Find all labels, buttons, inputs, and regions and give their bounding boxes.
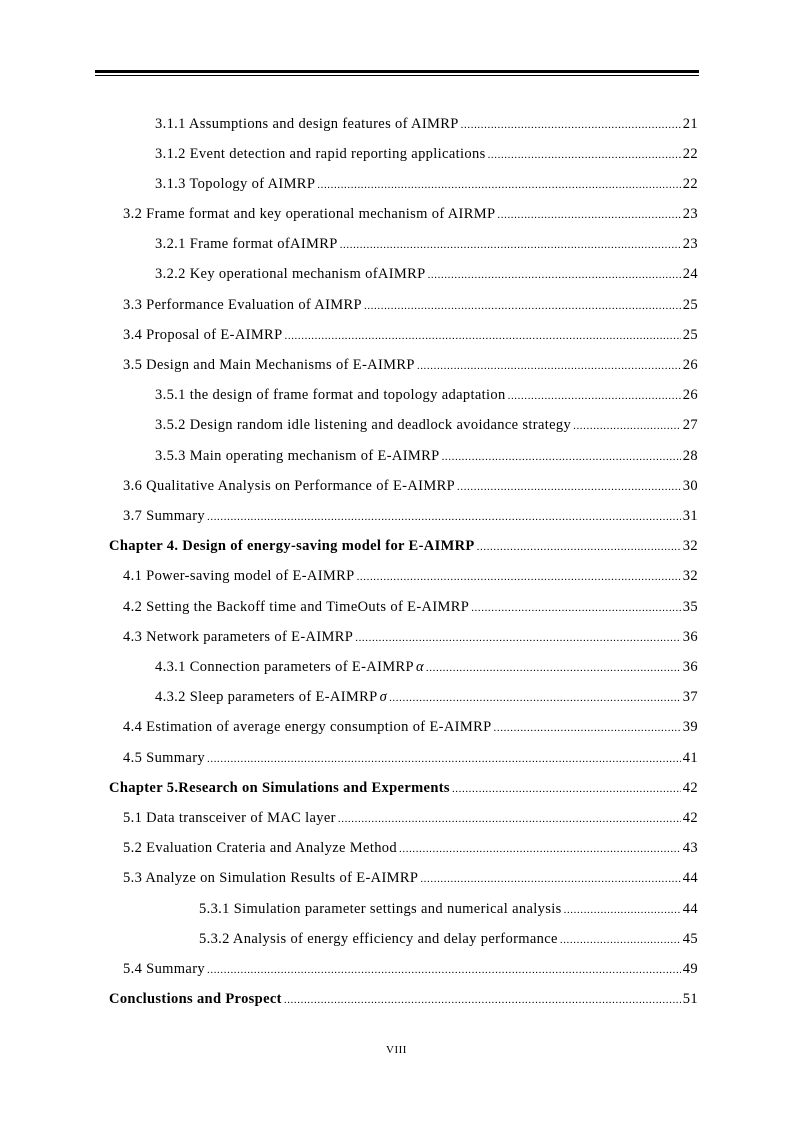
- dot-leader: [560, 928, 681, 943]
- toc-entry-title: 3.7 Summary: [123, 507, 205, 524]
- page-number: VIII: [386, 1044, 407, 1056]
- toc-entry-page: 41: [682, 749, 698, 766]
- toc-entry-title: 3.1.2 Event detection and rapid reporting applications: [155, 145, 486, 162]
- toc-entry-page: 45: [682, 930, 698, 947]
- toc-entry-title: 3.2.1 Frame format ofAIMRP: [155, 235, 338, 252]
- toc-chapter-title: Conclustions and Prospect: [109, 990, 282, 1007]
- toc-entry: [155, 263, 698, 287]
- header-rule-thick: [95, 70, 699, 73]
- toc-entry-title: 3.5.3 Main operating mechanism of E-AIMRP: [155, 447, 440, 464]
- toc-entry-title: 5.1 Data transceiver of MAC layer: [123, 809, 336, 826]
- toc-entry: [123, 565, 698, 589]
- toc-entry-page: 44: [682, 900, 698, 917]
- alpha-symbol: α: [415, 658, 424, 675]
- toc-entry-page: 28: [682, 447, 698, 464]
- toc-entry-page: 51: [682, 990, 698, 1007]
- header-rule-thin: [95, 75, 699, 76]
- dot-leader: [508, 384, 681, 399]
- dot-leader: [207, 747, 681, 762]
- toc-entry-page: 25: [682, 326, 698, 343]
- dot-leader: [461, 113, 681, 128]
- dot-leader: [284, 988, 681, 1003]
- toc-entry-title: 4.4 Estimation of average energy consumption of E-AIMRP: [123, 718, 492, 735]
- toc-entry: [123, 626, 698, 650]
- toc-entry: [123, 294, 698, 318]
- toc-entry-title: 3.4 Proposal of E-AIMRP: [123, 326, 283, 343]
- toc-entry-title: 3.5 Design and Main Mechanisms of E-AIMRP: [123, 356, 415, 373]
- toc-entry-page: 36: [682, 658, 698, 675]
- toc-entry-title: 3.6 Qualitative Analysis on Performance of E-AIMRP: [123, 477, 456, 494]
- dot-leader: [340, 233, 681, 248]
- toc-entry-title: 5.3.2 Analysis of energy efficiency and delay performance: [199, 930, 558, 947]
- dot-leader: [488, 143, 681, 158]
- toc-entry-title: 4.3 Network parameters of E-AIMRP: [123, 628, 354, 645]
- sigma-symbol: σ: [379, 688, 388, 705]
- dot-leader: [285, 324, 681, 339]
- dot-leader: [364, 294, 681, 309]
- toc-entry: [123, 716, 698, 740]
- toc-entry-title: 3.3 Performance Evaluation of AIMRP: [123, 296, 362, 313]
- toc-entry: [155, 686, 698, 710]
- toc-entry: [155, 445, 698, 469]
- toc-entry: [123, 475, 698, 499]
- toc-entry-title: 4.2 Setting the Backoff time and TimeOuts of E-AIMRP: [123, 598, 470, 615]
- toc-entry-page: 22: [682, 175, 698, 192]
- toc-entry-title: 4.3.2 Sleep parameters of E-AIMRP: [155, 688, 378, 705]
- dot-leader: [452, 777, 681, 792]
- dot-leader: [399, 837, 681, 852]
- dot-leader: [442, 445, 681, 460]
- toc-entry-page: 26: [682, 386, 698, 403]
- toc-entry-page: 42: [682, 809, 698, 826]
- dot-leader: [338, 807, 681, 822]
- toc-entry: [123, 203, 698, 227]
- dot-leader: [426, 656, 681, 671]
- dot-leader: [355, 626, 681, 641]
- toc-chapter-title: Chapter 4. Design of energy-saving model for E-AIMRP: [109, 537, 475, 554]
- dot-leader: [471, 596, 681, 611]
- toc-entry-title: 3.5.1 the design of frame format and topology adaptation: [155, 386, 506, 403]
- toc-entry-page: 23: [682, 235, 698, 252]
- toc-entry: [155, 143, 698, 167]
- toc-entry-page: 49: [682, 960, 698, 977]
- dot-leader: [317, 173, 681, 188]
- dot-leader: [417, 354, 681, 369]
- toc-entry: [123, 807, 698, 831]
- toc-entry-page: 31: [682, 507, 698, 524]
- toc-entry-page: 32: [682, 567, 698, 584]
- toc-entry-title: 4.1 Power-saving model of E-AIMRP: [123, 567, 355, 584]
- dot-leader: [573, 414, 681, 429]
- toc-chapter: [109, 777, 698, 801]
- toc-entry-title: 5.3 Analyze on Simulation Results of E-AIMRP: [123, 869, 419, 886]
- dot-leader: [477, 535, 681, 550]
- dot-leader: [207, 958, 681, 973]
- toc-entry: [155, 384, 698, 408]
- toc-entry-page: 39: [682, 718, 698, 735]
- toc-chapter: [109, 988, 698, 1012]
- toc-entry-title: 3.1.1 Assumptions and design features of AIMRP: [155, 115, 459, 132]
- toc-entry: [123, 958, 698, 982]
- toc-entry-page: 32: [682, 537, 698, 554]
- toc-entry-page: 22: [682, 145, 698, 162]
- toc-entry-page: 43: [682, 839, 698, 856]
- toc-entry-page: 24: [682, 265, 698, 282]
- toc-entry: [123, 354, 698, 378]
- toc-entry-page: 25: [682, 296, 698, 313]
- toc-entry-title: 3.2.2 Key operational mechanism ofAIMRP: [155, 265, 426, 282]
- dot-leader: [497, 203, 680, 218]
- dot-leader: [494, 716, 681, 731]
- dot-leader: [420, 867, 680, 882]
- toc-entry: [123, 747, 698, 771]
- dot-leader: [428, 263, 681, 278]
- toc-entry-page: 27: [682, 416, 698, 433]
- toc-entry-page: 30: [682, 477, 698, 494]
- toc-entry-page: 35: [682, 598, 698, 615]
- dot-leader: [564, 898, 681, 913]
- toc-entry: [155, 233, 698, 257]
- dot-leader: [457, 475, 681, 490]
- toc-entry-page: 42: [682, 779, 698, 796]
- toc-entry-title: 4.3.1 Connection parameters of E-AIMRP: [155, 658, 414, 675]
- toc-entry-page: 23: [682, 205, 698, 222]
- toc-entry-page: 21: [682, 115, 698, 132]
- dot-leader: [207, 505, 681, 520]
- toc-entry: [155, 113, 698, 137]
- toc-entry: [123, 867, 698, 891]
- toc-entry-title: 4.5 Summary: [123, 749, 205, 766]
- toc-entry: [155, 173, 698, 197]
- dot-leader: [389, 686, 681, 701]
- toc-entry: [155, 656, 698, 680]
- dot-leader: [357, 565, 681, 580]
- toc-entry: [123, 505, 698, 529]
- toc-entry-title: 5.2 Evaluation Crateria and Analyze Method: [123, 839, 398, 856]
- toc-entry: [123, 837, 698, 861]
- toc-entry-page: 37: [682, 688, 698, 705]
- toc-entry: [123, 324, 698, 348]
- toc-chapter-title: Chapter 5.Research on Simulations and Experments: [109, 779, 450, 796]
- toc-entry-title: 3.5.2 Design random idle listening and deadlock avoidance strategy: [155, 416, 572, 433]
- toc-entry-page: 26: [682, 356, 698, 373]
- toc-entry: [199, 898, 698, 922]
- toc-entry-title: 3.1.3 Topology of AIMRP: [155, 175, 316, 192]
- toc-chapter: [109, 535, 698, 559]
- toc-entry: [123, 596, 698, 620]
- toc-entry-title: 5.3.1 Simulation parameter settings and numerical analysis: [199, 900, 562, 917]
- toc-entry-page: 36: [682, 628, 698, 645]
- toc-entry: [155, 414, 698, 438]
- toc-entry: [199, 928, 698, 952]
- toc-entry-title: 5.4 Summary: [123, 960, 205, 977]
- toc-entry-title: 3.2 Frame format and key operational mechanism of AIRMP: [123, 205, 496, 222]
- toc-entry-page: 44: [682, 869, 698, 886]
